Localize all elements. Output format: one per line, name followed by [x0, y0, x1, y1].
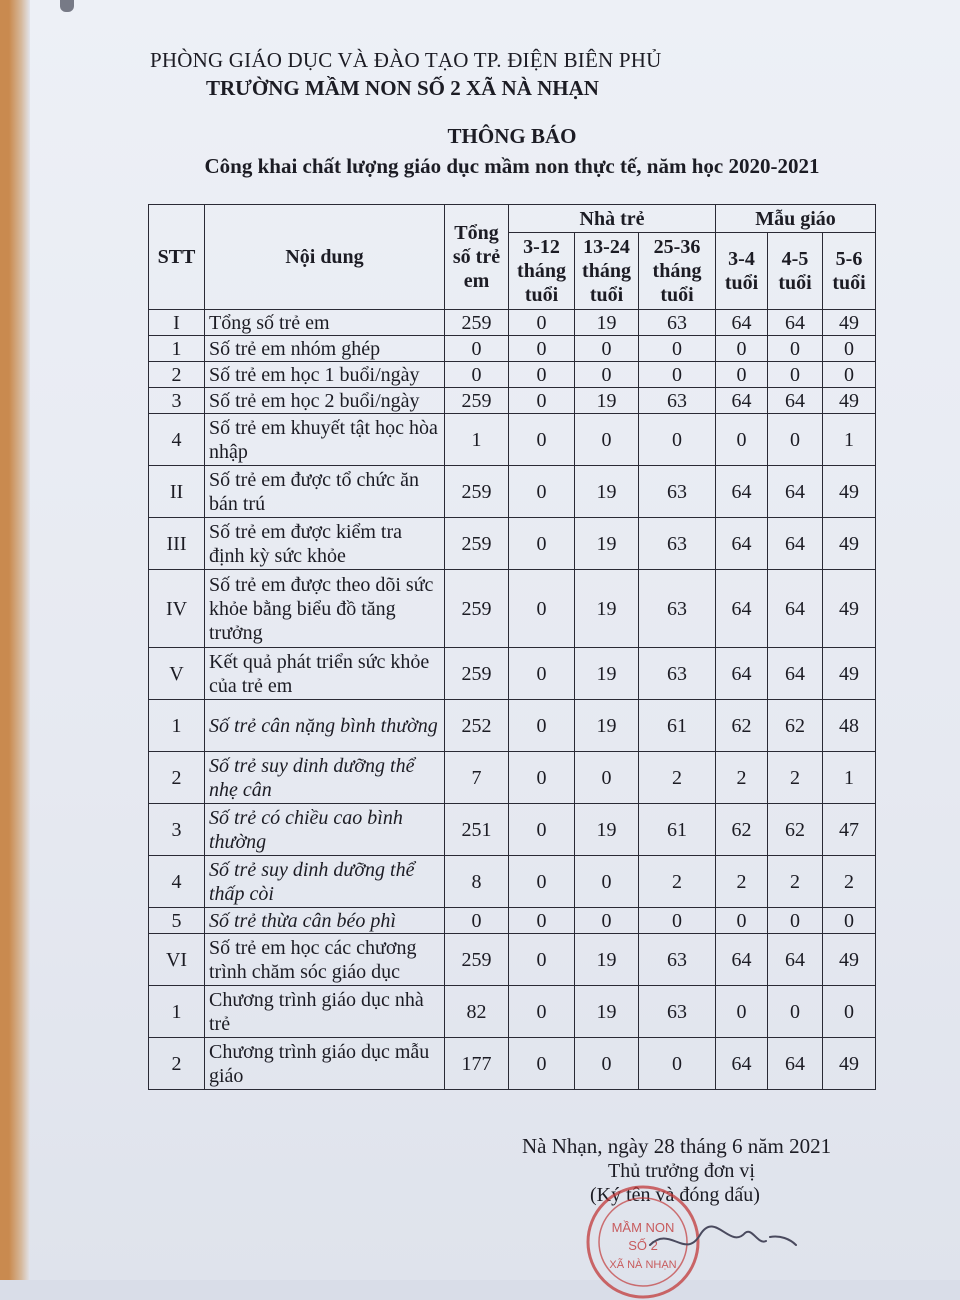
row-value-n3: 2 — [639, 752, 716, 804]
row-value-k2: 0 — [768, 986, 823, 1038]
row-value-k1: 62 — [716, 700, 768, 752]
table-body — [149, 310, 876, 1090]
row-value-n2: 0 — [575, 1038, 639, 1090]
row-value-k1: 64 — [716, 310, 768, 336]
row-value-total: 259 — [445, 570, 509, 648]
row-value-k2: 64 — [768, 934, 823, 986]
handwritten-signature — [640, 1215, 800, 1265]
row-value-total: 252 — [445, 700, 509, 752]
header-kindergarten-3-4: 3-4 tuổi — [716, 233, 768, 310]
table-row — [149, 752, 876, 804]
row-value-k1: 0 — [716, 986, 768, 1038]
row-value-n1: 0 — [509, 986, 575, 1038]
row-value-total: 259 — [445, 934, 509, 986]
row-value-n1: 0 — [509, 518, 575, 570]
row-value-n1: 0 — [509, 1038, 575, 1090]
row-value-total: 82 — [445, 986, 509, 1038]
row-value-n1: 0 — [509, 648, 575, 700]
row-value-n1: 0 — [509, 570, 575, 648]
row-value-n2: 0 — [575, 362, 639, 388]
school-heading: TRƯỜNG MẦM NON SỐ 2 XÃ NÀ NHẠN — [206, 76, 599, 100]
row-value-n3: 0 — [639, 362, 716, 388]
row-value-k2: 0 — [768, 362, 823, 388]
row-content: Số trẻ em học các chương trình chăm sóc giáo dục — [205, 934, 445, 986]
row-value-k1: 64 — [716, 388, 768, 414]
row-value-n1: 0 — [509, 466, 575, 518]
row-value-k1: 2 — [716, 752, 768, 804]
row-value-n1: 0 — [509, 336, 575, 362]
row-value-k2: 64 — [768, 1038, 823, 1090]
row-value-n3: 63 — [639, 986, 716, 1038]
row-value-k3: 49 — [823, 518, 876, 570]
row-value-n2: 0 — [575, 856, 639, 908]
row-value-n3: 2 — [639, 856, 716, 908]
row-value-n1: 0 — [509, 752, 575, 804]
table-row — [149, 336, 876, 362]
table-row — [149, 388, 876, 414]
row-value-total: 259 — [445, 518, 509, 570]
header-nursery-13-24: 13-24 tháng tuổi — [575, 233, 639, 310]
row-stt: 1 — [149, 700, 205, 752]
row-value-k1: 62 — [716, 804, 768, 856]
row-content: Số trẻ em học 2 buổi/ngày — [205, 388, 445, 414]
header-total: Tổng số trẻ em — [445, 205, 509, 310]
row-value-n1: 0 — [509, 414, 575, 466]
row-value-n2: 19 — [575, 518, 639, 570]
row-value-total: 259 — [445, 648, 509, 700]
table-row — [149, 986, 876, 1038]
table-row — [149, 466, 876, 518]
row-stt: II — [149, 466, 205, 518]
row-value-k3: 0 — [823, 986, 876, 1038]
table-row — [149, 908, 876, 934]
row-value-k3: 0 — [823, 336, 876, 362]
row-content: Chương trình giáo dục nhà trẻ — [205, 986, 445, 1038]
row-value-n3: 63 — [639, 388, 716, 414]
row-value-n2: 0 — [575, 414, 639, 466]
row-stt: 2 — [149, 362, 205, 388]
row-value-k3: 0 — [823, 362, 876, 388]
row-value-k1: 64 — [716, 518, 768, 570]
header-nursery-25-36: 25-36 tháng tuổi — [639, 233, 716, 310]
header-nursery: Nhà trẻ — [509, 205, 716, 233]
row-value-k2: 62 — [768, 804, 823, 856]
svg-text:MẦM NON: MẦM NON — [611, 1220, 675, 1235]
header-kindergarten-4-5: 4-5 tuổi — [768, 233, 823, 310]
row-value-n2: 19 — [575, 310, 639, 336]
row-content: Số trẻ em học 1 buổi/ngày — [205, 362, 445, 388]
row-content: Số trẻ em được tổ chức ăn bán trú — [205, 466, 445, 518]
row-value-k3: 49 — [823, 570, 876, 648]
page-edge-shadow — [0, 0, 30, 1280]
notice-title: THÔNG BÁO — [447, 124, 577, 148]
row-value-k3: 49 — [823, 934, 876, 986]
header-kindergarten-5-6: 5-6 tuổi — [823, 233, 876, 310]
row-value-n3: 63 — [639, 648, 716, 700]
table-row — [149, 700, 876, 752]
row-value-n1: 0 — [509, 934, 575, 986]
row-value-n2: 19 — [575, 648, 639, 700]
row-value-total: 7 — [445, 752, 509, 804]
row-value-n1: 0 — [509, 804, 575, 856]
row-stt: 1 — [149, 336, 205, 362]
row-value-n2: 19 — [575, 934, 639, 986]
row-value-n3: 63 — [639, 570, 716, 648]
row-stt: 4 — [149, 414, 205, 466]
row-value-n2: 0 — [575, 336, 639, 362]
row-value-n3: 61 — [639, 804, 716, 856]
row-value-k1: 0 — [716, 908, 768, 934]
header-stt: STT — [149, 205, 205, 310]
row-value-n1: 0 — [509, 856, 575, 908]
row-value-n2: 0 — [575, 752, 639, 804]
svg-text:SỐ 2: SỐ 2 — [628, 1238, 658, 1253]
row-value-n3: 0 — [639, 1038, 716, 1090]
table-row — [149, 934, 876, 986]
row-value-total: 8 — [445, 856, 509, 908]
row-value-total: 259 — [445, 310, 509, 336]
row-value-n3: 0 — [639, 336, 716, 362]
row-value-total: 259 — [445, 466, 509, 518]
row-value-n3: 61 — [639, 700, 716, 752]
row-value-k1: 0 — [716, 336, 768, 362]
header-kindergarten: Mẫu giáo — [716, 205, 876, 233]
row-value-k1: 0 — [716, 414, 768, 466]
row-value-total: 0 — [445, 336, 509, 362]
row-content: Số trẻ em nhóm ghép — [205, 336, 445, 362]
row-content: Kết quả phát triển sức khỏe của trẻ em — [205, 648, 445, 700]
row-content: Số trẻ em được theo dõi sức khỏe bằng biểu đồ tăng trưởng — [205, 570, 445, 648]
signer-title: Thủ trưởng đơn vị — [608, 1160, 755, 1182]
row-value-k3: 0 — [823, 908, 876, 934]
header-nursery-3-12: 3-12 tháng tuổi — [509, 233, 575, 310]
row-value-k2: 64 — [768, 518, 823, 570]
row-value-k2: 0 — [768, 414, 823, 466]
row-value-n2: 0 — [575, 908, 639, 934]
table-row — [149, 570, 876, 648]
table-row — [149, 518, 876, 570]
quality-report-table — [148, 204, 876, 1090]
row-value-n2: 19 — [575, 466, 639, 518]
row-content: Số trẻ suy dinh dưỡng thể thấp còi — [205, 856, 445, 908]
row-content: Số trẻ em khuyết tật học hòa nhập — [205, 414, 445, 466]
row-value-k3: 49 — [823, 310, 876, 336]
row-value-k2: 62 — [768, 700, 823, 752]
row-value-n2: 19 — [575, 388, 639, 414]
row-value-k3: 49 — [823, 1038, 876, 1090]
row-value-k2: 64 — [768, 648, 823, 700]
row-value-k1: 64 — [716, 934, 768, 986]
row-value-n3: 0 — [639, 414, 716, 466]
row-value-k1: 64 — [716, 648, 768, 700]
row-value-n3: 63 — [639, 934, 716, 986]
row-value-k3: 49 — [823, 388, 876, 414]
row-content: Số trẻ có chiều cao bình thường — [205, 804, 445, 856]
row-value-k2: 0 — [768, 336, 823, 362]
row-value-n3: 63 — [639, 310, 716, 336]
row-value-n1: 0 — [509, 310, 575, 336]
row-value-total: 0 — [445, 362, 509, 388]
row-content: Số trẻ cân nặng bình thường — [205, 700, 445, 752]
row-content: Chương trình giáo dục mẫu giáo — [205, 1038, 445, 1090]
row-value-k1: 64 — [716, 466, 768, 518]
row-stt: 5 — [149, 908, 205, 934]
row-value-n3: 63 — [639, 466, 716, 518]
row-value-k1: 0 — [716, 362, 768, 388]
header-content: Nội dung — [205, 205, 445, 310]
row-stt: 3 — [149, 804, 205, 856]
table-row — [149, 310, 876, 336]
notice-subtitle: Công khai chất lượng giáo dục mầm non thực tế, năm học 2020-2021 — [204, 154, 820, 178]
row-value-k3: 49 — [823, 648, 876, 700]
row-value-total: 177 — [445, 1038, 509, 1090]
row-value-k2: 64 — [768, 388, 823, 414]
row-stt: IV — [149, 570, 205, 648]
row-value-n2: 19 — [575, 570, 639, 648]
row-stt: VI — [149, 934, 205, 986]
row-content: Số trẻ thừa cân béo phì — [205, 908, 445, 934]
sign-note: (Ký tên và đóng dấu) — [590, 1184, 760, 1206]
row-stt: III — [149, 518, 205, 570]
row-value-n1: 0 — [509, 908, 575, 934]
row-value-n1: 0 — [509, 700, 575, 752]
table-row — [149, 1038, 876, 1090]
place-date: Nà Nhạn, ngày 28 tháng 6 năm 2021 — [522, 1134, 832, 1158]
binder-clip-icon — [60, 0, 74, 12]
row-value-n3: 63 — [639, 518, 716, 570]
row-value-k3: 47 — [823, 804, 876, 856]
row-value-k3: 1 — [823, 752, 876, 804]
table-row — [149, 804, 876, 856]
row-value-k3: 1 — [823, 414, 876, 466]
table-row — [149, 362, 876, 388]
row-value-k2: 64 — [768, 310, 823, 336]
row-value-k2: 2 — [768, 856, 823, 908]
row-value-k2: 2 — [768, 752, 823, 804]
row-content: Tổng số trẻ em — [205, 310, 445, 336]
row-value-total: 1 — [445, 414, 509, 466]
row-value-n2: 19 — [575, 986, 639, 1038]
row-value-k1: 2 — [716, 856, 768, 908]
row-stt: 3 — [149, 388, 205, 414]
row-content: Số trẻ em được kiểm tra định kỳ sức khỏe — [205, 518, 445, 570]
row-value-k3: 48 — [823, 700, 876, 752]
row-stt: 2 — [149, 1038, 205, 1090]
row-value-k1: 64 — [716, 570, 768, 648]
table-row — [149, 648, 876, 700]
row-value-total: 0 — [445, 908, 509, 934]
row-value-total: 259 — [445, 388, 509, 414]
row-value-k3: 49 — [823, 466, 876, 518]
row-value-k3: 2 — [823, 856, 876, 908]
row-stt: 1 — [149, 986, 205, 1038]
row-value-k1: 64 — [716, 1038, 768, 1090]
row-value-n1: 0 — [509, 388, 575, 414]
row-stt: 2 — [149, 752, 205, 804]
svg-text:XÃ NÀ NHẠN: XÃ NÀ NHẠN — [609, 1259, 677, 1271]
row-content: Số trẻ suy dinh dưỡng thể nhẹ cân — [205, 752, 445, 804]
row-stt: 4 — [149, 856, 205, 908]
table-row — [149, 856, 876, 908]
department-heading: PHÒNG GIÁO DỤC VÀ ĐÀO TẠO TP. ĐIỆN BIÊN PHỦ — [150, 48, 662, 72]
row-value-k2: 64 — [768, 570, 823, 648]
table-row — [149, 414, 876, 466]
row-value-n2: 19 — [575, 804, 639, 856]
row-value-n3: 0 — [639, 908, 716, 934]
row-stt: I — [149, 310, 205, 336]
row-value-n1: 0 — [509, 362, 575, 388]
row-value-k2: 0 — [768, 908, 823, 934]
row-value-n2: 19 — [575, 700, 639, 752]
row-value-total: 251 — [445, 804, 509, 856]
row-value-k2: 64 — [768, 466, 823, 518]
row-stt: V — [149, 648, 205, 700]
